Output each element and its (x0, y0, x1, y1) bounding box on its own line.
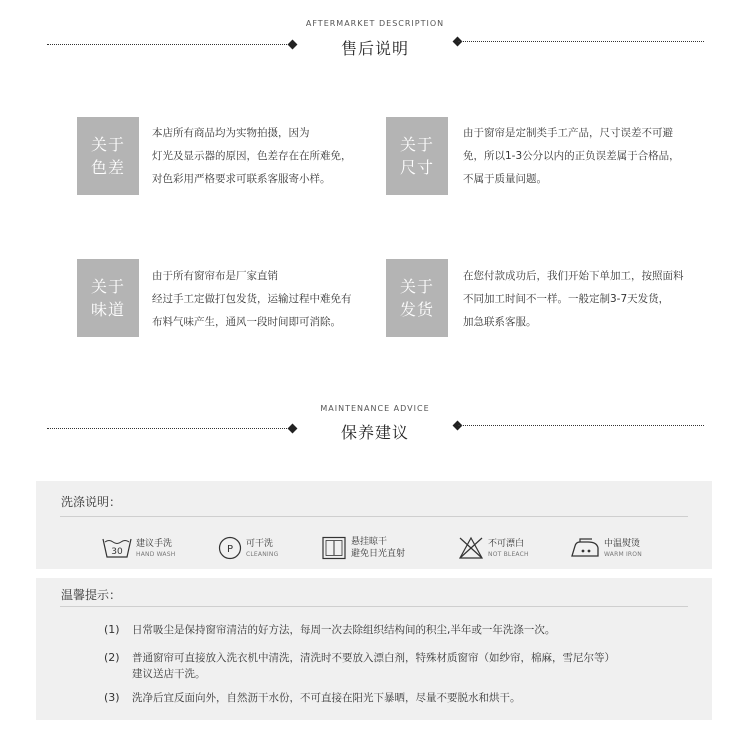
tag-label: 色差 (90, 158, 125, 177)
wash-label-en: NOT BLEACH (488, 550, 529, 558)
wash-label: 建议手洗 (136, 538, 173, 549)
text-line: 灯光及显示器的原因，色差存在在所难免， (152, 150, 352, 162)
maintenance-title: 保养建议 (340, 423, 409, 442)
wash-label: 悬挂晾干 (351, 537, 388, 547)
text-line: 经过手工定做打包发货，运输过程中难免有 (152, 293, 352, 305)
color-difference-text (152, 122, 352, 191)
tips-title: 温馨提示： (61, 588, 122, 602)
text-line: 不同加工时间不一样。一般定制3-7天发货， (463, 293, 670, 305)
tip-item-3 (104, 690, 521, 706)
tip-text: 洗净后宜反面向外，自然沥干水份，不可直接在阳光下暴晒，尽量不要脱水和烘干。 (132, 692, 521, 704)
tip-item-2 (104, 650, 615, 682)
tip-text: 普通窗帘可直接放入洗衣机中清洗，清洗时不要放入漂白剂，特殊材质窗帘（如纱帘，棉麻，雪尼尔等） (132, 652, 615, 664)
wash-item-hand-wash (102, 535, 175, 561)
washing-title: 洗涤说明： (61, 495, 122, 509)
wash-label-en: HAND WASH (136, 550, 176, 558)
text-line: 由于窗帘是定制类手工产品，尺寸误差不可避 (463, 127, 673, 139)
hand-wash-icon (102, 536, 132, 560)
tag-label: 尺寸 (399, 158, 434, 177)
text-line: 对色彩用严格要求可联系客服寄小样。 (152, 173, 331, 185)
wash-item-hang-dry (321, 535, 405, 561)
text-line: 布料气味产生，通风一段时间即可消除。 (152, 316, 341, 328)
text-line: 加急联系客服。 (463, 316, 537, 328)
washing-panel (36, 481, 712, 569)
text-line: 本店所有商品均为实物拍摄，因为 (152, 127, 310, 139)
aftermarket-title: 售后说明 (340, 39, 409, 58)
warm-iron-icon (570, 536, 600, 560)
divider-right (458, 41, 704, 42)
text-line: 免，所以1-3公分以内的正负误差属于合格品， (463, 150, 680, 162)
text-line: 在您付款成功后，我们开始下单加工，按照面料 (463, 270, 684, 282)
tag-label: 发货 (399, 300, 434, 319)
no-bleach-icon (458, 536, 484, 560)
size-text (463, 122, 680, 191)
tag-label: 关于 (90, 277, 125, 296)
tip-number: (2) (104, 651, 120, 664)
tip-number: (3) (104, 691, 120, 704)
wash-label: 中温熨烫 (604, 538, 641, 549)
wash-label: 不可漂白 (488, 538, 525, 549)
text-line: 不属于质量问题。 (463, 173, 547, 185)
tip-text: 日常吸尘是保持窗帘清洁的好方法，每周一次去除组织结构间的积尘,半年或一年洗涤一次。 (132, 624, 556, 636)
tag-shipping (386, 259, 448, 337)
tag-color-difference (77, 117, 139, 195)
tag-size (386, 117, 448, 195)
wash-label: 可干洗 (246, 538, 274, 549)
wash-label-en: CLEANING (246, 550, 279, 558)
text-line: 由于所有窗帘布是厂家直销 (152, 270, 278, 282)
tag-label: 味道 (90, 300, 125, 319)
divider-right (458, 425, 704, 426)
wash-item-no-bleach (458, 535, 529, 561)
shipping-text (463, 265, 684, 334)
wash-item-warm-iron (570, 535, 642, 561)
tag-label: 关于 (399, 277, 434, 296)
aftermarket-title-en: AFTERMARKET DESCRIPTION (305, 19, 445, 28)
tip-number: (1) (104, 623, 120, 636)
panel-divider (60, 606, 688, 607)
wash-label-en: WARM IRON (604, 550, 642, 558)
wash-label: 避免日光直射 (351, 549, 406, 559)
smell-text (152, 265, 352, 334)
hang-dry-icon (321, 536, 347, 560)
hand-wash-temp: 30 (111, 547, 123, 557)
dry-clean-icon (218, 536, 242, 560)
dry-clean-letter: P (226, 544, 234, 555)
tip-item-1 (104, 622, 555, 638)
panel-divider (60, 516, 688, 517)
wash-item-dry-clean (218, 535, 278, 561)
tag-smell (77, 259, 139, 337)
tip-text: 建议送店干洗。 (132, 668, 206, 680)
maintenance-title-en: MAINTENANCE ADVICE (320, 404, 430, 413)
tag-label: 关于 (90, 135, 125, 154)
tag-label: 关于 (399, 135, 434, 154)
